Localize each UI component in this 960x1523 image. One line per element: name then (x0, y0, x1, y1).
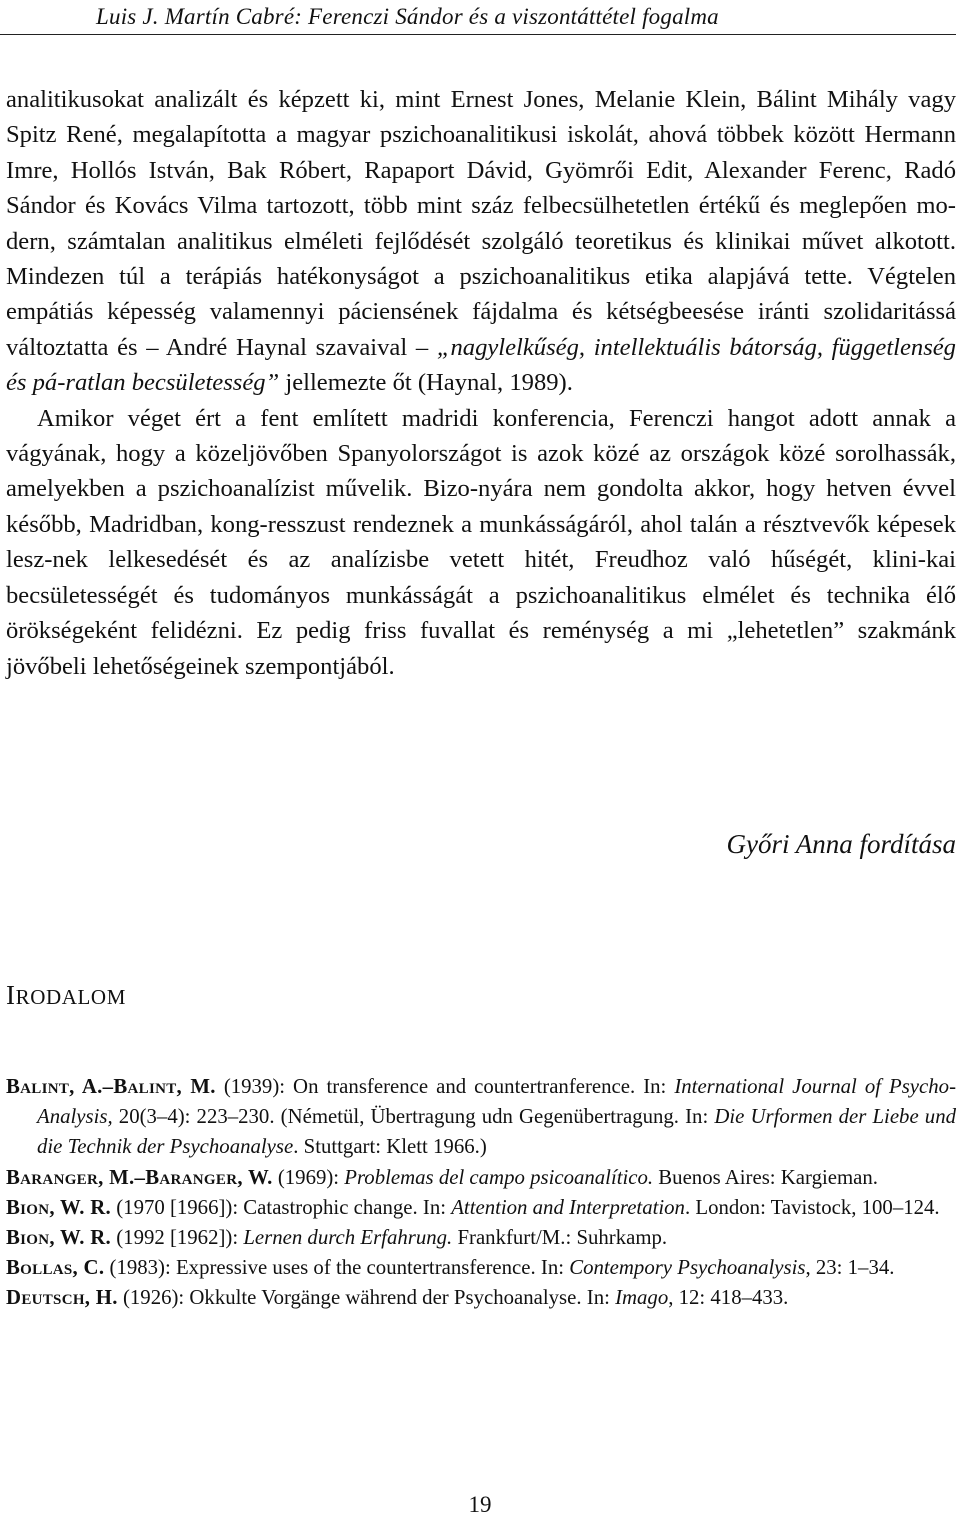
reference-author: Bollas, C. (6, 1256, 105, 1280)
reference-italic: Problemas del campo psicoanalítico. (344, 1165, 654, 1189)
reference-text: , 12: 418–433. (668, 1286, 789, 1310)
section-title-rest: RODALOM (15, 985, 126, 1009)
reference-text: (1969): (272, 1165, 345, 1189)
reference-italic: Die Urformen der Liebe und die Technik der Psychoanalyse (37, 1105, 956, 1159)
reference-text: (1926): Okkulte Vorgänge während der Psychoanalyse. In: (117, 1286, 616, 1310)
reference-italic: Contempory Psychoanalysis (569, 1256, 806, 1280)
reference-text: , 23: 1–34. (805, 1256, 895, 1280)
reference-entry (6, 1072, 956, 1163)
paragraph: Amikor véget ért a fent említett madridi konferencia, Ferenczi hangot adott annak a vágyának, hogy a közeljövőben Spanyolországot is azok közé az országok közé sorolhassák, amelyekben a pszichoanalízist művelik. Bizo-nyára nem gondolta akkor, hogy hetven évvel később, Madridban, kong-resszust rendeznek a munkásságáról, ahol talán a résztvevők képesek lesz-nek lelkesedését és az analízisbe vetett hitét, Freudhoz való hűségét, klini-kai becsületességét és tudományos munkásságát a pszichoanalitikus elmélet és technika élő örökségeként felidézni. Ez pedig friss fuvallat és reménység a mi „lehetetlen” szakmánk jövőbeli lehetőségeinek szempontjából. (6, 404, 956, 680)
reference-author: Deutsch, H. (6, 1286, 118, 1310)
reference-author: Balint, A.–Balint, M. (6, 1075, 216, 1098)
reference-text: . Stuttgart: Klett 1966.) (293, 1135, 487, 1159)
section-title (6, 980, 126, 1011)
reference-author: Baranger, M.–Baranger, W. (6, 1165, 273, 1189)
reference-author: Bion, W. R. (6, 1195, 112, 1219)
reference-author: Bion, W. R. (6, 1226, 112, 1250)
page-number: 19 (468, 1492, 492, 1517)
reference-italic: Imago (615, 1286, 669, 1310)
main-text (6, 82, 956, 684)
reference-list (6, 1072, 956, 1314)
translator-credit: Győri Anna fordítása (726, 829, 956, 859)
reference-entry (6, 1223, 956, 1253)
paragraph-text: jellemezte őt (Haynal, 1989). (279, 369, 573, 397)
running-header (0, 0, 956, 35)
reference-italic: Attention and Interpretation (451, 1195, 685, 1219)
reference-italic: Lernen durch Erfahrung. (243, 1226, 453, 1250)
reference-text: (1939): On transference and countertranference. In: (215, 1075, 675, 1098)
reference-text: (1983): Expressive uses of the countertransference. In: (104, 1256, 570, 1280)
paragraph (6, 82, 956, 401)
reference-text: Frankfurt/M.: Suhrkamp. (452, 1226, 668, 1250)
paragraph-text: analitikusokat analizált és képzett ki, mint Ernest Jones, Melanie Klein, Bálint Mihály vagy Spitz René, megalapította a magyar pszichoanalitikusi iskolát, ahová többek között Hermann Imre, Hollós István, Bak Róbert, Rapaport Dávid, Gyömrői Edit, Alexander Ferenc, Radó Sándor és Kovács Vilma tartozott, több mint száz felbecsülhetetlen értékű és meglepően mo-dern, számtalan analitikus elméleti fejlődését szolgáló teoretikus és klinikai művet alkotott. Mindezen túl a terápiás hatékonyságot a pszichoanalitikus etika alapjává tette. Végtelen empátiás képesség valamennyi páciensének fájdalma és kétségbeesése iránti szolidaritássá változtatta és – André Haynal szavaival – (6, 86, 956, 361)
reference-entry (6, 1193, 956, 1223)
reference-text: 20(3–4): 223–230. (Németül, Übertragung udn Gegenübertragung. In: (112, 1105, 715, 1129)
reference-entry (6, 1253, 956, 1283)
reference-entry (6, 1283, 956, 1313)
reference-text: (1970 [1966]): Catastrophic change. In: (111, 1195, 452, 1219)
reference-text: . London: Tavistock, 100–124. (684, 1195, 940, 1219)
running-title: Luis J. Martín Cabré: Ferenczi Sándor és a viszontáttétel fogalma (96, 4, 719, 29)
reference-entry (6, 1163, 956, 1193)
reference-text: Buenos Aires: Kargieman. (653, 1165, 878, 1189)
section-title-initial: I (6, 980, 16, 1010)
reference-italic: International Journal of Psycho-Analysis, (37, 1075, 956, 1129)
reference-text: (1992 [1962]): (111, 1226, 244, 1250)
quoted-text: „nagylelkűség, intellektuális bátorság, függetlenség és pá-ratlan becsületesség” (6, 333, 956, 397)
